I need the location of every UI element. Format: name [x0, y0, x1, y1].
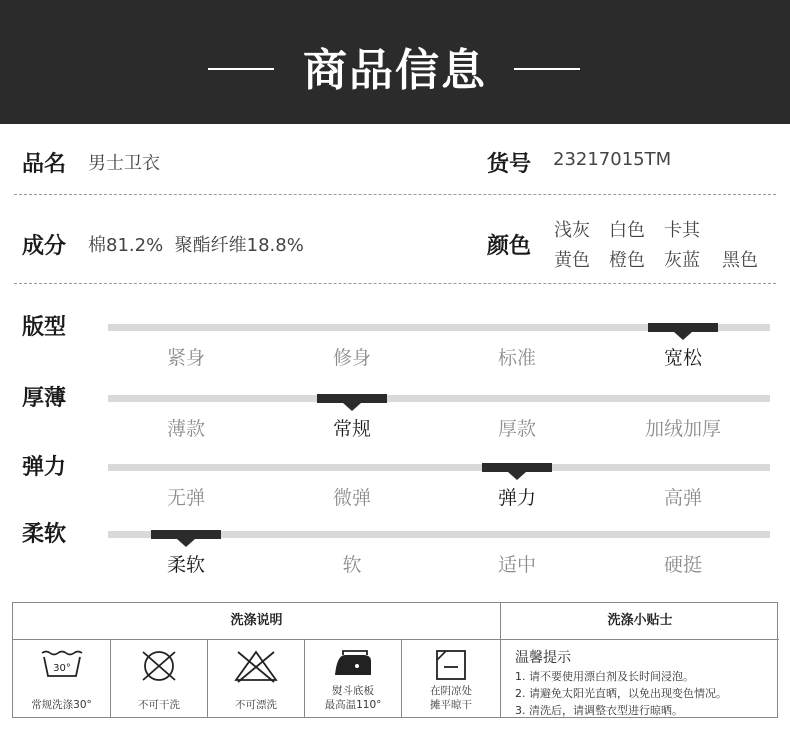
wash-30-icon: [40, 649, 84, 679]
attribute-option: 微弹: [332, 487, 371, 509]
attribute-option: 紧身: [166, 347, 205, 369]
attribute-option: 加绒加厚: [644, 418, 721, 440]
no-bleach-icon: [232, 649, 280, 683]
attribute-marker: [317, 394, 387, 403]
color-label: 颜色: [487, 234, 532, 259]
attribute-option-selected: 常规: [332, 418, 371, 440]
name-label: 品名: [22, 152, 67, 177]
color-item: 黑色: [722, 250, 758, 271]
name-value: 男士卫衣: [88, 153, 160, 174]
attribute-track: [108, 395, 770, 402]
wash-caption: 熨斗底板 最高温110°: [324, 685, 382, 711]
attribute-option: 适中: [497, 554, 536, 576]
attribute-option: 标准: [497, 347, 536, 369]
attribute-marker-notch: [674, 332, 692, 340]
color-item: 白色: [609, 220, 645, 241]
tip-item: 2. 请避免太阳光直晒，以免出现变色情况。: [515, 687, 727, 700]
header-right-rule: [514, 68, 580, 70]
color-item: 橙色: [609, 250, 645, 271]
attribute-option-selected: 柔软: [166, 554, 205, 576]
tips-title: 温馨提示: [515, 650, 571, 666]
attribute-option: 修身: [332, 347, 371, 369]
attribute-label: 版型: [22, 315, 67, 340]
wash-caption: 不可漂洗: [235, 699, 277, 711]
color-item: 黄色: [554, 250, 590, 271]
attribute-option: 软: [342, 554, 362, 576]
washing-table: [12, 602, 778, 718]
wash-caption: 常规洗涤30°: [31, 699, 92, 711]
color-item: 灰蓝: [664, 250, 700, 271]
no-dry-clean-icon: [137, 649, 181, 683]
attribute-marker: [482, 463, 552, 472]
wash-caption: 不可干洗: [138, 699, 180, 711]
wash-cell: [402, 640, 500, 718]
attribute-label: 厚薄: [22, 386, 67, 411]
wash-cell: [208, 640, 304, 718]
color-item: 浅灰: [554, 220, 590, 241]
wash-temp-label: 30°: [52, 663, 71, 674]
attribute-marker-notch: [508, 472, 526, 480]
tip-item: 3. 清洗后，请调整衣型进行晾晒。: [515, 704, 683, 717]
wash-caption: 在阴凉处 摊平晾干: [430, 685, 472, 711]
attribute-track: [108, 464, 770, 471]
divider: [14, 194, 776, 195]
sku-label: 货号: [487, 152, 532, 177]
divider: [14, 283, 776, 284]
attribute-option: 厚款: [497, 418, 536, 440]
attribute-option: 硬挺: [663, 554, 702, 576]
attribute-option: 薄款: [166, 418, 205, 440]
attribute-marker-notch: [343, 403, 361, 411]
attribute-option-selected: 宽松: [663, 347, 702, 369]
washing-instructions-header: 洗涤说明: [230, 613, 283, 628]
attribute-option: 无弹: [166, 487, 205, 509]
attribute-marker-notch: [177, 539, 195, 547]
attribute-marker: [648, 323, 718, 332]
iron-icon: [331, 649, 375, 679]
wash-cell: [111, 640, 207, 718]
color-item: 卡其: [664, 220, 700, 241]
washing-tips-header: 洗涤小贴士: [607, 613, 673, 628]
attribute-label: 弹力: [22, 455, 67, 480]
attribute-option-selected: 弹力: [497, 487, 536, 509]
header-banner: [0, 0, 790, 124]
attribute-label: 柔软: [22, 522, 67, 547]
page-title: 商品信息: [303, 45, 487, 96]
attribute-marker: [151, 530, 221, 539]
composition-value: 棉81.2% 聚酯纤维18.8%: [88, 235, 304, 256]
attribute-option: 高弹: [663, 487, 702, 509]
wash-cell: [305, 640, 401, 718]
sku-value: 23217015TM: [553, 149, 672, 170]
dry-flat-shade-icon: [435, 649, 467, 681]
composition-label: 成分: [22, 234, 67, 259]
wash-cell: [13, 640, 110, 718]
tip-item: 1. 请不要使用漂白剂及长时间浸泡。: [515, 670, 694, 683]
